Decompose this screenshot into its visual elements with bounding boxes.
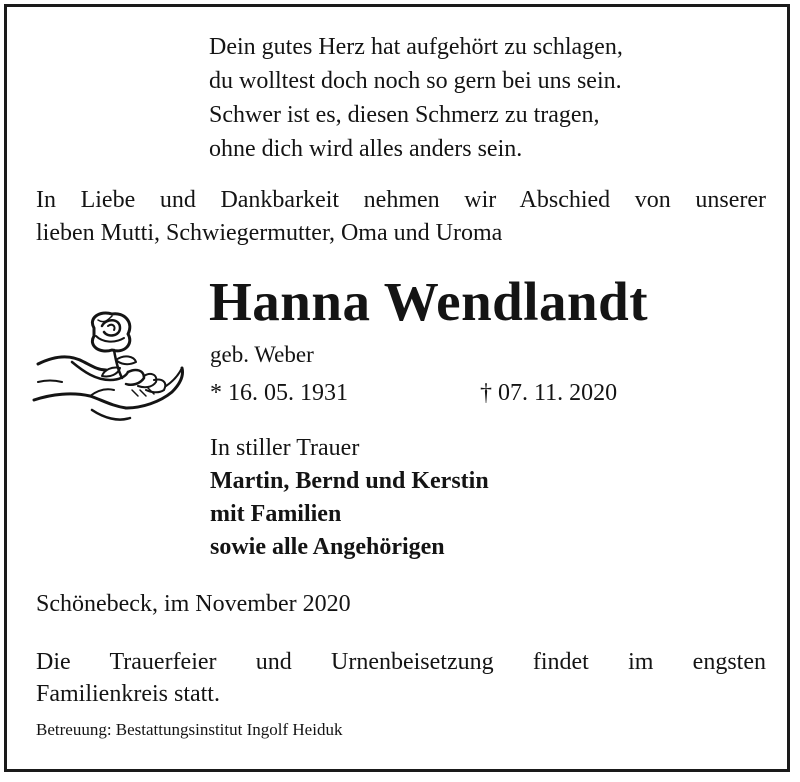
poem-line: Schwer ist es, diesen Schmerz zu tragen,	[209, 102, 600, 128]
place-and-date: Schönebeck, im November 2020	[36, 591, 351, 617]
deceased-name: Hanna Wendlandt	[209, 271, 649, 332]
ceremony-line: Familienkreis statt.	[36, 681, 220, 707]
poem	[209, 30, 623, 166]
maiden-name: geb. Weber	[210, 342, 314, 367]
poem-line: du wolltest doch noch so gern bei uns sein.	[209, 68, 622, 94]
ceremony-line: Die Trauerfeier und Urnenbeisetzung findet im engsten	[36, 649, 766, 675]
mourners-block	[210, 432, 489, 564]
mourner-line: mit Familien	[210, 501, 342, 527]
mourner-line: Martin, Bernd und Kerstin	[210, 468, 489, 494]
ceremony-note	[36, 646, 766, 710]
mourning-heading: In stiller Trauer	[210, 435, 360, 461]
intro-line: lieben Mutti, Schwiegermutter, Oma und Uroma	[36, 220, 503, 246]
mourner-line: sowie alle Angehörigen	[210, 534, 445, 560]
death-date: † 07. 11. 2020	[480, 380, 618, 406]
intro-text	[36, 184, 766, 250]
poem-line: Dein gutes Herz hat aufgehört zu schlagen,	[209, 34, 623, 60]
poem-line: ohne dich wird alles anders sein.	[209, 136, 523, 162]
hands-with-rose-icon	[32, 306, 186, 432]
intro-line: In Liebe und Dankbarkeit nehmen wir Abschied von unserer	[36, 187, 766, 213]
birth-date: * 16. 05. 1931	[210, 380, 348, 406]
funeral-home-credit: Betreuung: Bestattungsinstitut Ingolf Heiduk	[36, 720, 343, 739]
